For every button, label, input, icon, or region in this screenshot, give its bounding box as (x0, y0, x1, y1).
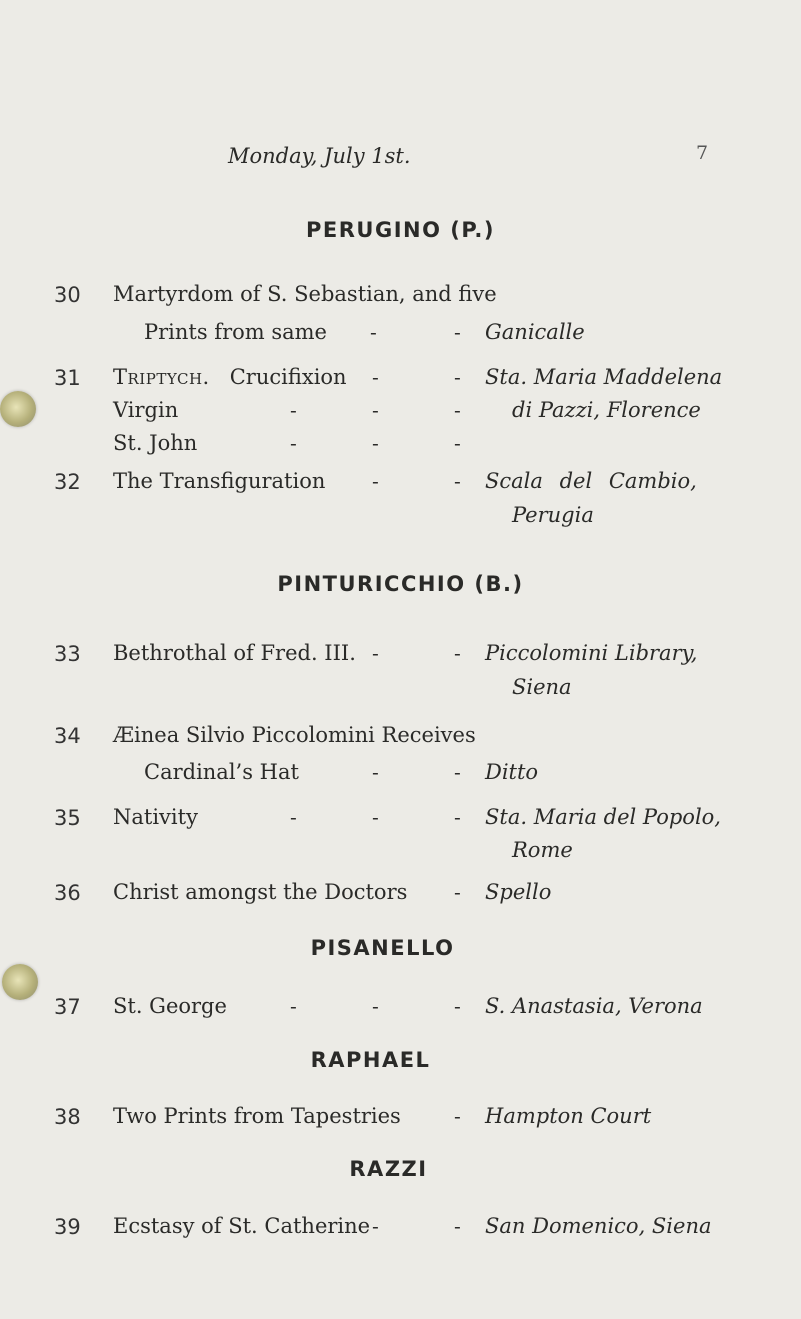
entry-location-37: S. Anastasia, Verona (485, 994, 703, 1018)
entry-title-39: Ecstasy of St. Catherine (113, 1214, 371, 1238)
entry-location-35-line2: Rome (512, 838, 573, 862)
section-heading-raphael: RAPHAEL (310, 1048, 431, 1072)
leader-dash: - (454, 760, 461, 784)
leader-dash: - (370, 320, 377, 344)
leader-dash: - (290, 398, 297, 422)
entry-location-33-line2: Siena (512, 675, 572, 699)
entry-title-36: Christ amongst the Doctors (113, 880, 408, 904)
leader-dash: - (454, 641, 461, 665)
entry-location-31-line1: Sta. Maria Maddelena (485, 365, 723, 389)
leader-dash: - (372, 469, 379, 493)
entry-title-38: Two Prints from Tapestries (113, 1104, 401, 1128)
lot-number-30: 30 (54, 283, 81, 307)
leader-dash: - (372, 398, 379, 422)
page-header-date: Monday, July 1st. (228, 144, 411, 168)
entry-location-36: Spello (485, 880, 552, 904)
page-number: 7 (696, 142, 709, 164)
entry-location-34: Ditto (485, 760, 539, 784)
leader-dash: - (454, 880, 461, 904)
entry-title-34-line2: Cardinal’s Hat (144, 760, 299, 784)
leader-dash: - (454, 365, 461, 389)
lot-number-35: 35 (54, 806, 81, 830)
lot-number-34: 34 (54, 724, 81, 748)
entry-location-35-line1: Sta. Maria del Popolo, (485, 805, 721, 829)
leader-dash: - (454, 805, 461, 829)
entry-location-30: Ganicalle (485, 320, 585, 344)
entry-title-32: The Transfiguration (113, 469, 326, 493)
lot-number-31: 31 (54, 366, 81, 390)
leader-dash: - (454, 431, 461, 455)
triptych-crucifixion: Crucifixion (229, 365, 347, 389)
entry-location-32-line2: Perugia (512, 503, 594, 527)
leader-dash: - (372, 760, 379, 784)
leader-dash: - (372, 994, 379, 1018)
entry-title-33: Bethrothal of Fred. III. (113, 641, 356, 665)
lot-number-38: 38 (54, 1105, 81, 1129)
leader-dash: - (454, 1214, 461, 1238)
entry-location-39: San Domenico, Siena (485, 1214, 712, 1238)
leader-dash: - (454, 469, 461, 493)
entry-title-35: Nativity (113, 805, 198, 829)
leader-dash: - (372, 641, 379, 665)
entry-title-30-line2: Prints from same (144, 320, 327, 344)
entry-location-32-line1: Scala del Cambio, (485, 469, 697, 493)
leader-dash: - (454, 320, 461, 344)
entry-title-31-line1 (113, 365, 347, 389)
entry-title-37: St. George (113, 994, 227, 1018)
section-heading-perugino: PERUGINO (P.) (306, 218, 495, 242)
leader-dash: - (372, 365, 379, 389)
leader-dash: - (372, 1214, 379, 1238)
section-heading-pisanello: PISANELLO (310, 936, 455, 960)
section-heading-razzi: RAZZI (349, 1157, 428, 1181)
triptych-label: Triptych. (113, 365, 210, 389)
leader-dash: - (290, 805, 297, 829)
section-heading-pinturicchio: PINTURICCHIO (B.) (277, 572, 524, 596)
entry-title-31-line2: Virgin (113, 398, 179, 422)
leader-dash: - (372, 431, 379, 455)
entry-location-31-line2: di Pazzi, Florence (512, 398, 701, 422)
leader-dash: - (290, 431, 297, 455)
leader-dash: - (454, 398, 461, 422)
lot-number-32: 32 (54, 470, 81, 494)
lot-number-37: 37 (54, 995, 81, 1019)
entry-title-30-line1: Martyrdom of S. Sebastian, and five (113, 282, 497, 306)
entry-title-34-line1: Æinea Silvio Piccolomini Receives (113, 723, 476, 747)
entry-location-38: Hampton Court (485, 1104, 652, 1128)
binding-hole-bottom (2, 964, 38, 1000)
entry-title-31-line3: St. John (113, 431, 198, 455)
lot-number-39: 39 (54, 1215, 81, 1239)
leader-dash: - (454, 994, 461, 1018)
leader-dash: - (454, 1104, 461, 1128)
leader-dash: - (372, 805, 379, 829)
binding-hole-top (0, 391, 36, 427)
entry-location-33-line1: Piccolomini Library, (485, 641, 698, 665)
leader-dash: - (290, 994, 297, 1018)
lot-number-36: 36 (54, 881, 81, 905)
lot-number-33: 33 (54, 642, 81, 666)
